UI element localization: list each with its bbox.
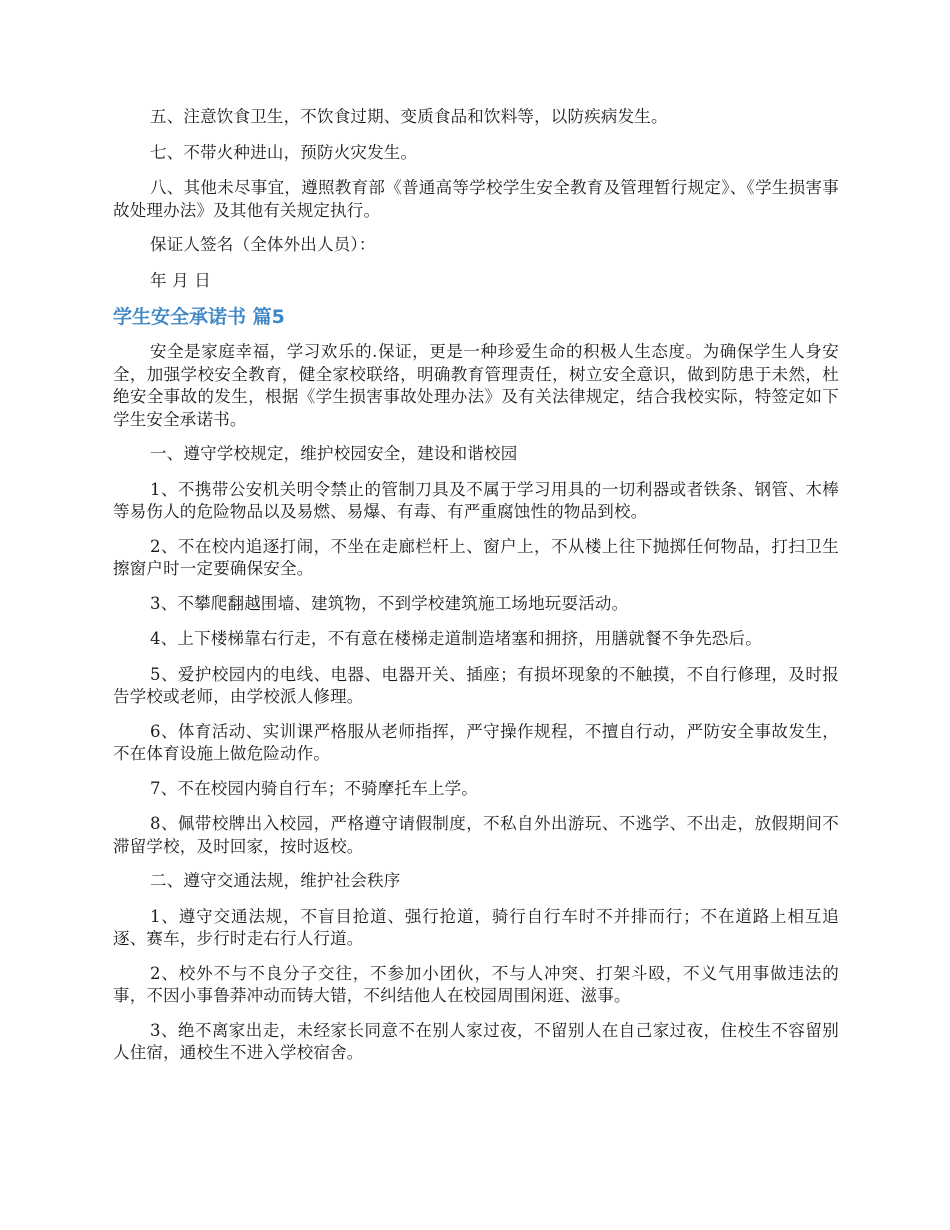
intro-paragraph: 安全是家庭幸福，学习欢乐的.保证，更是一种珍爱生命的积极人生态度。为确保学生人身安全，加强学校安全教育，健全家校联络，明确教育管理责任，树立安全意识，做到防患于未然，杜绝安全事故的发生，根据《学生损害事故处理办法》及有关法律规定，结合我校实际，特签定如下学生安全承诺书。: [113, 342, 839, 429]
paragraph-item-7: 七、不带火种进山，预防火灾发生。: [150, 142, 418, 162]
paragraph-item-8: 八、其他未尽事宜，遵照教育部《普通高等学校学生安全教育及管理暂行规定》、《学生损害事故处理办法》及其他有关规定执行。: [113, 178, 839, 220]
rule-paragraph: 4、上下楼梯靠右行走，不有意在楼梯走道制造堵塞和拥挤，用膳就餐不争先恐后。: [150, 629, 762, 648]
document-page: [113, 106, 839, 1077]
rule-paragraph: 2、校外不与不良分子交往，不参加小团伙，不与人冲突、打架斗殴，不义气用事做违法的事，不因小事鲁莽冲动而铸大错，不纠结他人在校园周围闲逛、滋事。: [113, 963, 839, 1005]
guarantor-signature-line: 保证人签名（全体外出人员）：: [150, 235, 376, 254]
rule-paragraph: 6、体育活动、实训课严格服从老师指挥，严守操作规程，不擅自行动，严防安全事故发生，不在体育设施上做危险动作。: [113, 721, 839, 763]
rule-paragraph: 1、不携带公安机关明令禁止的管制刀具及不属于学习用具的一切利器或者铁条、钢管、木棒等易伤人的危险物品以及易燃、易爆、有毒、有严重腐蚀性的物品到校。: [113, 479, 839, 521]
section-one-title: 一、遵守学校规定，维护校园安全，建设和谐校园: [150, 444, 518, 463]
rule-paragraph: 1、遵守交通法规，不盲目抢道、强行抢道，骑行自行车时不并排而行；不在道路上相互追逐、赛车，步行时走右行人行道。: [113, 906, 839, 948]
rule-paragraph: 3、不攀爬翻越围墙、建筑物，不到学校建筑施工场地玩耍活动。: [150, 593, 629, 613]
rule-paragraph: 2、不在校内追逐打闹，不坐在走廊栏杆上、窗户上，不从楼上往下抛掷任何物品，打扫卫生擦窗户时一定要确保安全。: [113, 536, 839, 578]
date-line: 年 月 日: [150, 270, 211, 290]
rule-paragraph: 5、爱护校园内的电线、电器、电器开关、插座；有损坏现象的不触摸，不自行修理，及时报告学校或老师，由学校派人修理。: [113, 664, 839, 706]
paragraph-item-5: 五、注意饮食卫生，不饮食过期、变质食品和饮料等，以防疾病发生。: [150, 107, 668, 126]
section-two-title: 二、遵守交通法规，维护社会秩序: [150, 871, 401, 890]
rule-paragraph: 8、佩带校牌出入校园，严格遵守请假制度，不私自外出游玩、不逃学、不出走，放假期间不滞留学校，及时回家，按时返校。: [113, 814, 839, 856]
section-heading: 学生安全承诺书 篇5: [113, 306, 285, 328]
rule-paragraph: 7、不在校园内骑自行车；不骑摩托车上学。: [150, 778, 478, 798]
rule-paragraph: 3、绝不离家出走，未经家长同意不在别人家过夜，不留别人在自己家过夜，住校生不容留别人住宿，通校生不进入学校宿舍。: [113, 1020, 839, 1062]
